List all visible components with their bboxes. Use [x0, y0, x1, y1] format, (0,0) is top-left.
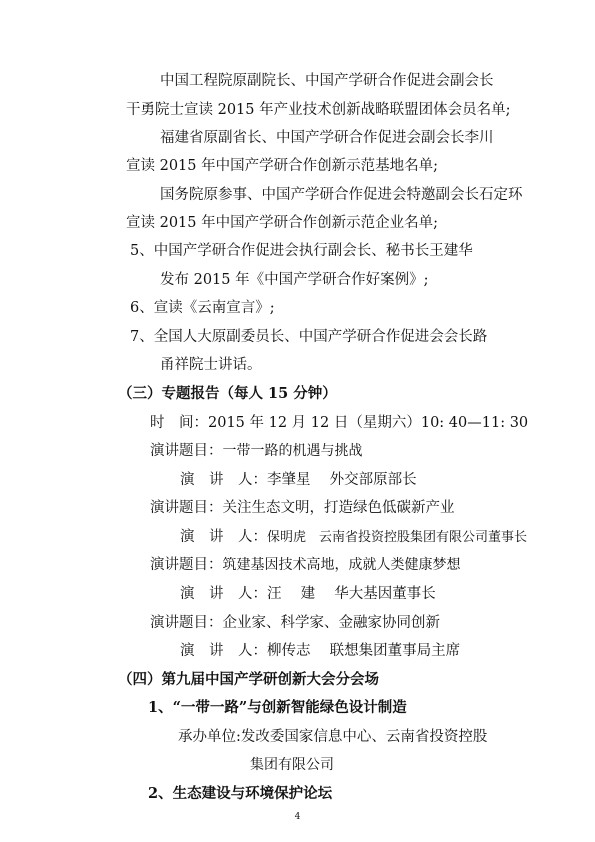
- text-line: 甬祥院士讲话。: [160, 357, 262, 373]
- section-heading: （四）第九届中国产学研创新大会分会场: [118, 671, 379, 688]
- talk-speaker-row: [180, 470, 417, 490]
- organizer-label: 承办单位:: [178, 729, 241, 745]
- text-line: 宣读 2015 年中国产学研合作创新示范企业名单;: [126, 215, 439, 231]
- list-item-7: 7、全国人大原副委员长、中国产学研合作促进会会长路: [130, 329, 488, 345]
- section-heading: （三）专题报告（每人 15 分钟）: [118, 385, 337, 402]
- text-line: 中国工程院原副院长、中国产学研合作促进会副会长: [160, 73, 494, 89]
- topic-label: 演讲题目：: [150, 615, 223, 631]
- page-number: 4: [294, 812, 301, 822]
- speaker-label: 演 讲 人：: [180, 472, 267, 488]
- speaker-text: 汪 建 华大基因董事长: [267, 586, 436, 602]
- text-line: 发布 2015 年《中国产学研合作好案例》;: [160, 272, 429, 288]
- subsection-title: 2、生态建设与环境保护论坛: [148, 785, 333, 802]
- speaker-label: 演 讲 人：: [180, 643, 267, 659]
- subsection-title: 1、“一带一路”与创新智能绿色设计制造: [148, 699, 407, 716]
- text-line: 福建省原副省长、中国产学研合作促进会副会长李川: [160, 130, 494, 146]
- topic-text: 一带一路的机遇与挑战: [222, 443, 363, 459]
- topic-label: 演讲题目：: [150, 557, 223, 573]
- list-item-6: 6、宣读《云南宣言》;: [130, 300, 275, 316]
- topic-text: 筑建基因技术高地，成就人类健康梦想: [222, 557, 461, 573]
- talk-speaker-row: [180, 527, 527, 548]
- text-line: 国务院原参事、中国产学研合作促进会特邀副会长石定环: [160, 187, 523, 203]
- organizer-text-continued: 集团有限公司: [250, 757, 334, 773]
- speaker-label: 演 讲 人：: [180, 586, 267, 602]
- text-line: 干勇院士宣读 2015 年产业技术创新战略联盟团体会员名单;: [126, 102, 511, 118]
- talk-speaker-row: [180, 584, 436, 604]
- talk-speaker-row: [180, 641, 460, 661]
- topic-text: 企业家、科学家、金融家协同创新: [222, 615, 440, 631]
- speaker-label: 演 讲 人：: [180, 529, 267, 545]
- organizer-row: [178, 727, 487, 747]
- topic-label: 演讲题目：: [150, 500, 223, 516]
- text-line: 宣读 2015 年中国产学研合作创新示范基地名单;: [126, 158, 439, 174]
- topic-text: 关注生态文明，打造绿色低碳新产业: [222, 500, 455, 516]
- speaker-text: 李肇星 外交部原部长: [267, 472, 417, 488]
- list-item-5: 5、中国产学研合作促进会执行副会长、秘书长王建华: [130, 243, 473, 259]
- topic-label: 演讲题目：: [150, 443, 223, 459]
- time-value: 2015 年 12 月 12 日（星期六）10: 40—11: 30: [208, 415, 529, 431]
- talk-topic-row: [150, 498, 455, 518]
- organizer-text: 发改委国家信息中心、云南省投资控股: [240, 729, 488, 745]
- speaker-text: 柳传志 联想集团董事局主席: [267, 643, 461, 659]
- talk-topic-row: [150, 613, 440, 633]
- talk-topic-row: [150, 555, 461, 575]
- speaker-text: 保明虎 云南省投资控股集团有限公司董事长: [267, 530, 528, 545]
- time-row: [150, 413, 528, 433]
- talk-topic-row: [150, 441, 363, 461]
- time-label: 时 间：: [150, 415, 208, 431]
